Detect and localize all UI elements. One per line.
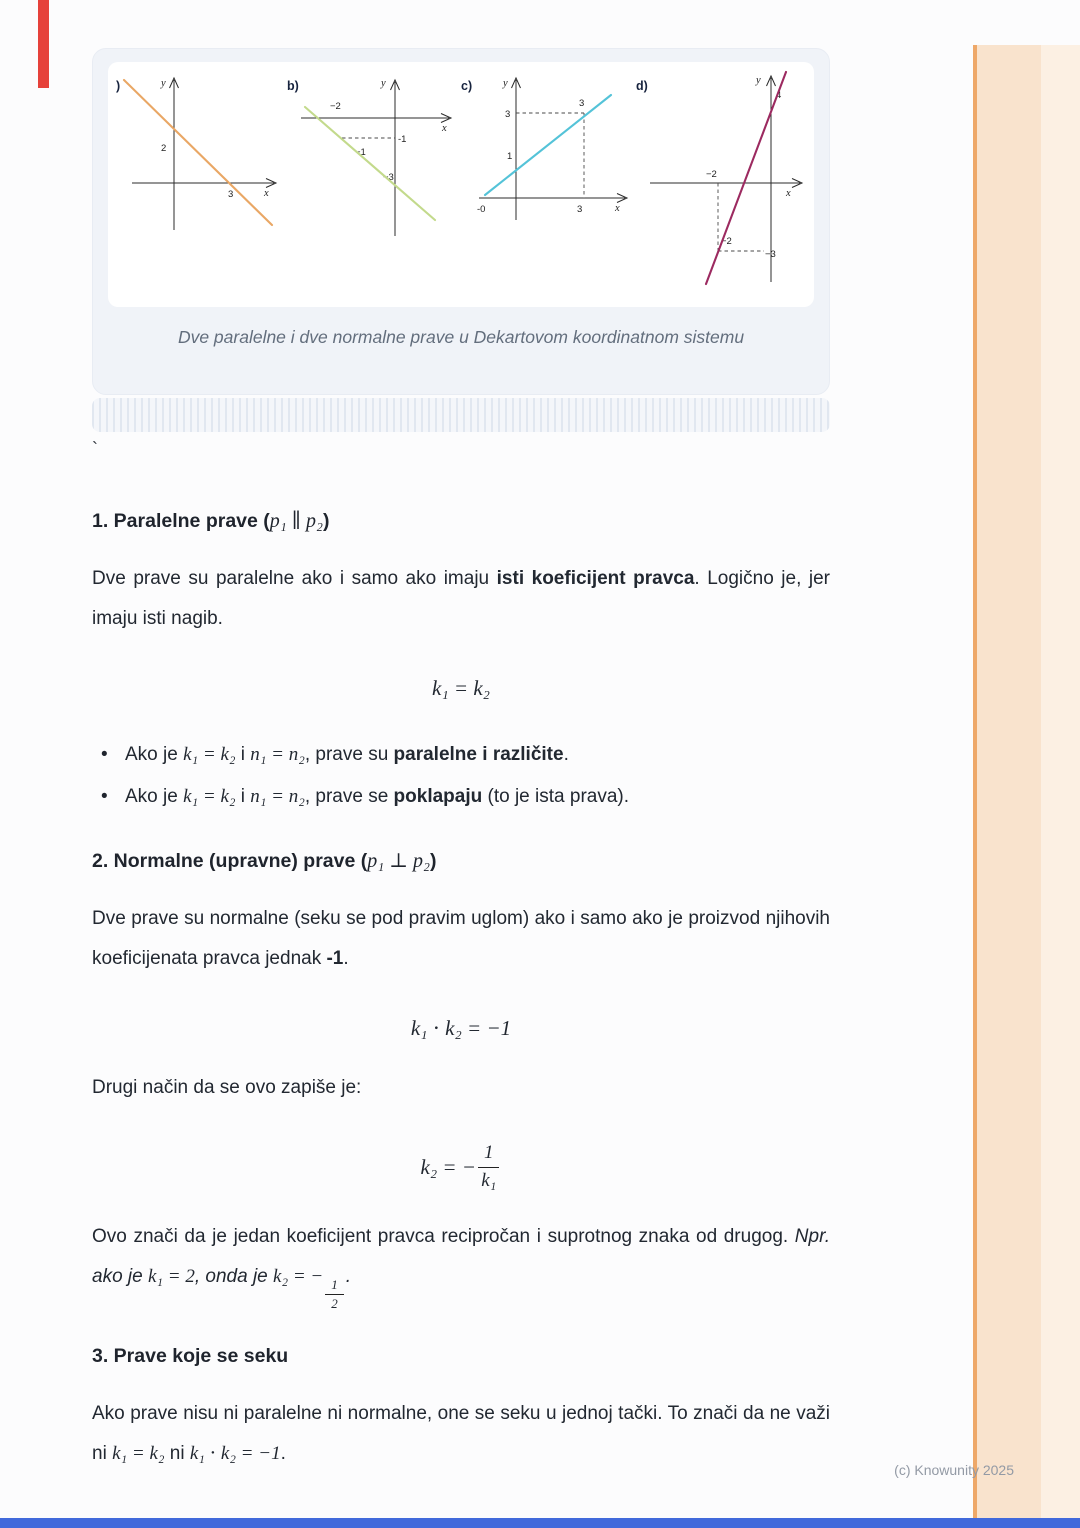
heading-math: p₁ ⊥ p₂: [367, 850, 430, 872]
math-run: k₁ = k₂: [432, 676, 490, 700]
paragraph: [92, 899, 830, 979]
list-item: [92, 776, 830, 818]
tick-label: -1: [398, 134, 407, 145]
text-run: .: [280, 1443, 286, 1465]
fraction-numerator: 1: [478, 1142, 500, 1168]
text-run: .: [563, 744, 569, 765]
line-c: [485, 95, 611, 195]
stray-backtick-text: `: [92, 439, 98, 459]
math-run: k₂ = −: [420, 1155, 476, 1180]
math-run: n₁ = n₂: [250, 744, 305, 765]
bold-run: paralelne i različite: [393, 744, 564, 765]
previous-page-edge: [38, 0, 49, 88]
tick-label: −2: [705, 169, 717, 180]
graph-a-label: ): [116, 79, 121, 93]
tick-label: 2: [161, 143, 167, 154]
text-run: Ako je: [125, 744, 184, 765]
graph-d-label: d): [635, 79, 648, 93]
tick-label: 1: [506, 151, 512, 162]
paragraph: [92, 1217, 830, 1312]
tick-label: −3: [383, 172, 395, 183]
heading-math: p₁ ∥ p₂: [269, 510, 323, 532]
figure-card: [92, 48, 830, 395]
heading-text: 1. Paralelne prave (: [92, 510, 270, 532]
text-run: Dve prave su paralelne ako i samo ako imaju: [92, 568, 497, 589]
y-axis-label: y: [161, 78, 166, 89]
formula-parallel: [92, 673, 830, 704]
next-page-preview: [973, 45, 1080, 1518]
fraction-numerator: 1: [325, 1278, 344, 1295]
heading-text: ): [322, 510, 330, 532]
bold-run: poklapaju: [393, 786, 483, 807]
watermark: (c) Knowunity 2025: [894, 1462, 1014, 1478]
math-run: k₁ = k₂: [112, 1443, 165, 1465]
paragraph: Drugi način da se ovo zapiše je:: [92, 1077, 362, 1098]
text-run: , prave se: [304, 786, 394, 807]
math-run: k₁ = k₂: [183, 744, 236, 765]
tick-label: −3: [764, 249, 776, 260]
graph-c: [461, 68, 633, 290]
italic-run: .: [345, 1265, 351, 1287]
line-b: [305, 107, 435, 220]
formula-normal: [92, 1013, 830, 1044]
x-axis-label: x: [442, 123, 447, 134]
text-run: . Logično je, jer imaju isti nagib.: [92, 568, 831, 629]
section-2-heading: [92, 848, 830, 875]
fraction-denominator: 2: [331, 1295, 338, 1311]
tick-label: −2: [720, 236, 732, 247]
bottom-progress-bar: [0, 1518, 1080, 1528]
text-run: i: [235, 744, 251, 765]
text-run: Ovo znači da je jedan koeficijent pravca recipročan i suprotnog znaka od drugog.: [92, 1225, 795, 1247]
heading-text: 2. Normalne (upravne) prave (: [92, 850, 368, 872]
text-run: Ako je: [125, 786, 184, 807]
y-axis-label: y: [381, 78, 386, 89]
graph-a: [110, 68, 282, 290]
text-run: Dve prave su normalne (seku se pod pravim uglom) ako i samo ako je proizvod njihovih koeficijenata pravca jednak: [92, 908, 830, 969]
math-run: k₁ ⋅ k₂ = −1: [189, 1443, 281, 1465]
paragraph: [92, 559, 830, 639]
italic-run: Npr. ako je: [92, 1225, 830, 1287]
y-axis-label: y: [755, 75, 761, 86]
fraction-denominator: k₁: [481, 1169, 497, 1191]
math-run: n₁ = n₂: [250, 786, 305, 807]
decorative-stripes: [92, 398, 830, 432]
text-run: ni: [164, 1443, 190, 1465]
text-run: .: [343, 948, 349, 969]
tick-label: 4: [775, 90, 782, 101]
text-run: , prave su: [304, 744, 394, 765]
bold-run: isti koeficijent pravca: [496, 568, 695, 589]
line-a: [124, 80, 272, 225]
graph-c-label: c): [460, 79, 472, 93]
x-axis-label: x: [614, 203, 620, 214]
tick-label: -0: [476, 204, 486, 215]
section-3-heading: 3. Prave koje se seku: [92, 1345, 289, 1368]
figure-caption: Dve paralelne i dve normalne prave u Dekartovom koordinatnom sistemu: [177, 327, 745, 347]
list-item: [92, 734, 830, 776]
graphs-panel: [108, 62, 814, 307]
text-run: (to je ista prava).: [482, 786, 630, 807]
x-axis-label: x: [785, 188, 791, 199]
math-run: k₁ ⋅ k₂ = −1: [410, 1016, 512, 1040]
bullet-list: [92, 734, 830, 818]
tick-label: 3: [578, 98, 584, 109]
text-run: i: [235, 786, 251, 807]
italic-run: , onda je: [194, 1265, 274, 1287]
math-run: k₁ = 2: [147, 1265, 195, 1287]
bold-run: -1: [326, 948, 344, 969]
note-content: [92, 432, 830, 1474]
math-run: k₁ = k₂: [183, 786, 236, 807]
section-1-heading: [92, 508, 830, 535]
text-run: Ako prave nisu ni paralelne ni normalne, one se seku u jednoj tački. To znači da ne važi ni: [92, 1403, 830, 1465]
tick-label: 3: [228, 189, 234, 200]
tick-label: −1: [355, 147, 367, 158]
x-axis-label: x: [264, 188, 269, 199]
graph-b-label: b): [287, 79, 300, 93]
graph-d: [636, 68, 808, 290]
paragraph: [92, 1394, 830, 1474]
math-run: k₂ = −: [273, 1265, 324, 1287]
heading-text: ): [429, 850, 437, 872]
fraction: [478, 1142, 500, 1193]
formula-reciprocal: [92, 1142, 830, 1193]
tick-label: 3: [504, 109, 510, 120]
y-axis-label: y: [502, 78, 508, 89]
tick-label: −2: [330, 101, 342, 112]
fraction: [325, 1278, 344, 1312]
graph-b: [285, 68, 457, 290]
tick-label: 3: [576, 204, 582, 215]
